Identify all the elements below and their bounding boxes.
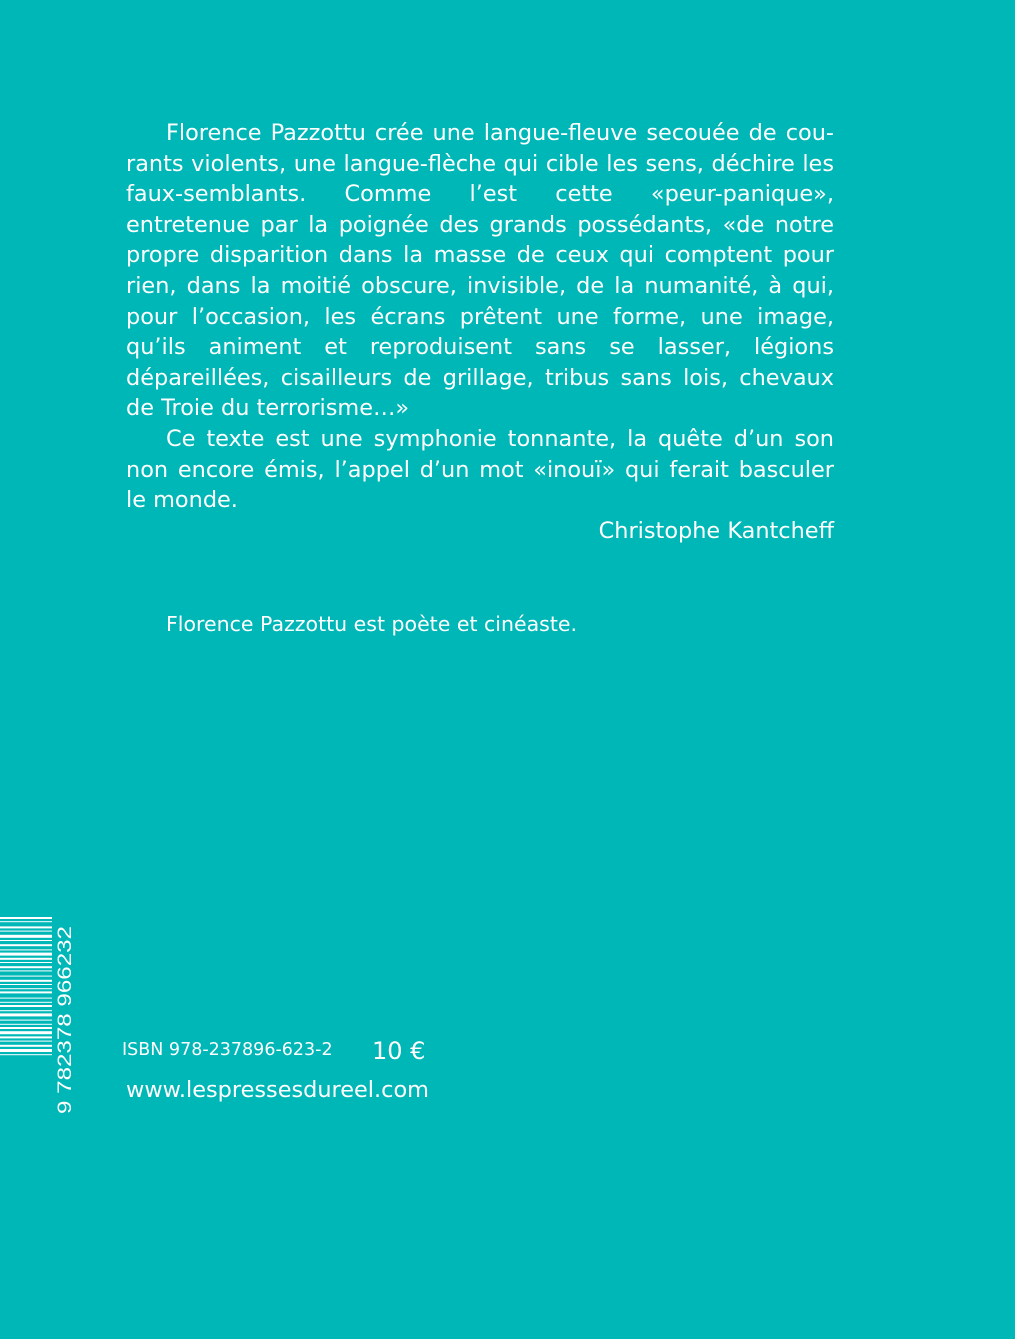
- barcode-bar: [0, 921, 52, 922]
- back-cover-blurb: [126, 118, 834, 516]
- barcode-bar: [0, 1013, 52, 1016]
- barcode-bar: [0, 998, 52, 999]
- barcode-bar: [0, 962, 52, 963]
- blurb-signature: Christophe Kantcheff: [598, 518, 834, 544]
- barcode-bar: [0, 1027, 52, 1029]
- barcode-bar: [0, 984, 52, 985]
- barcode-bar: [0, 917, 52, 919]
- barcode-bar: [0, 1005, 52, 1007]
- barcode-bar: [0, 1054, 52, 1055]
- barcode: [0, 917, 76, 1117]
- barcode-bar: [0, 953, 52, 956]
- barcode-bar: [0, 1041, 52, 1042]
- isbn-number: ISBN 978-237896-623-2: [122, 1040, 333, 1060]
- barcode-bar: [0, 1049, 52, 1052]
- barcode-bar: [0, 1002, 52, 1003]
- barcode-bar: [0, 980, 52, 982]
- blurb-paragraph-1: Florence Pazzottu crée une langue-fleuve secouée de courants violents, une langue-flèche qui cible les sens, déchire les faux-semblants. Comme l’est cette «peur-panique», entretenue par la poignée des grands possédants, «de notre propre disparition dans la masse de ceux qui comptent pour rien, dans la moitié obscure, invisible, de la numanité, à qui, pour l’occasion, les écrans prêtent une forme, une image, qu’ils animent et reproduisent sans se lasser, légions dépareillées, cisailleurs de grillage, tribus sans lois, chevaux de Troie du terrorisme…»: [126, 120, 834, 422]
- author-bio: Florence Pazzottu est poète et cinéaste.: [166, 612, 577, 636]
- barcode-bar: [0, 991, 52, 993]
- barcode-bar: [0, 1036, 52, 1038]
- barcode-bar: [0, 944, 52, 946]
- barcode-bar: [0, 970, 52, 971]
- barcode-bar: [0, 966, 52, 968]
- barcode-bar: [0, 1010, 52, 1011]
- barcode-bar: [0, 1031, 52, 1034]
- barcode-bar: [0, 949, 52, 950]
- barcode-bar: [0, 1024, 52, 1025]
- blurb-paragraph-2: Ce texte est une symphonie tonnante, la quête d’un son non encore émis, l’appel d’un mot «inouï» qui ferait basculer le monde.: [126, 425, 834, 514]
- barcode-bar: [0, 931, 52, 932]
- publisher-website: www.lespressesdureel.com: [126, 1077, 429, 1103]
- barcode-bar: [0, 1020, 52, 1021]
- barcode-bar: [0, 958, 52, 960]
- barcode-bar: [0, 988, 52, 989]
- barcode-bar: [0, 926, 52, 928]
- barcode-bar: [0, 1045, 52, 1047]
- price: 10 €: [372, 1037, 426, 1065]
- barcode-bar: [0, 940, 52, 941]
- barcode-bar: [0, 976, 52, 977]
- barcode-digits: 9 782378 966232: [55, 966, 76, 1114]
- barcode-bar: [0, 935, 52, 938]
